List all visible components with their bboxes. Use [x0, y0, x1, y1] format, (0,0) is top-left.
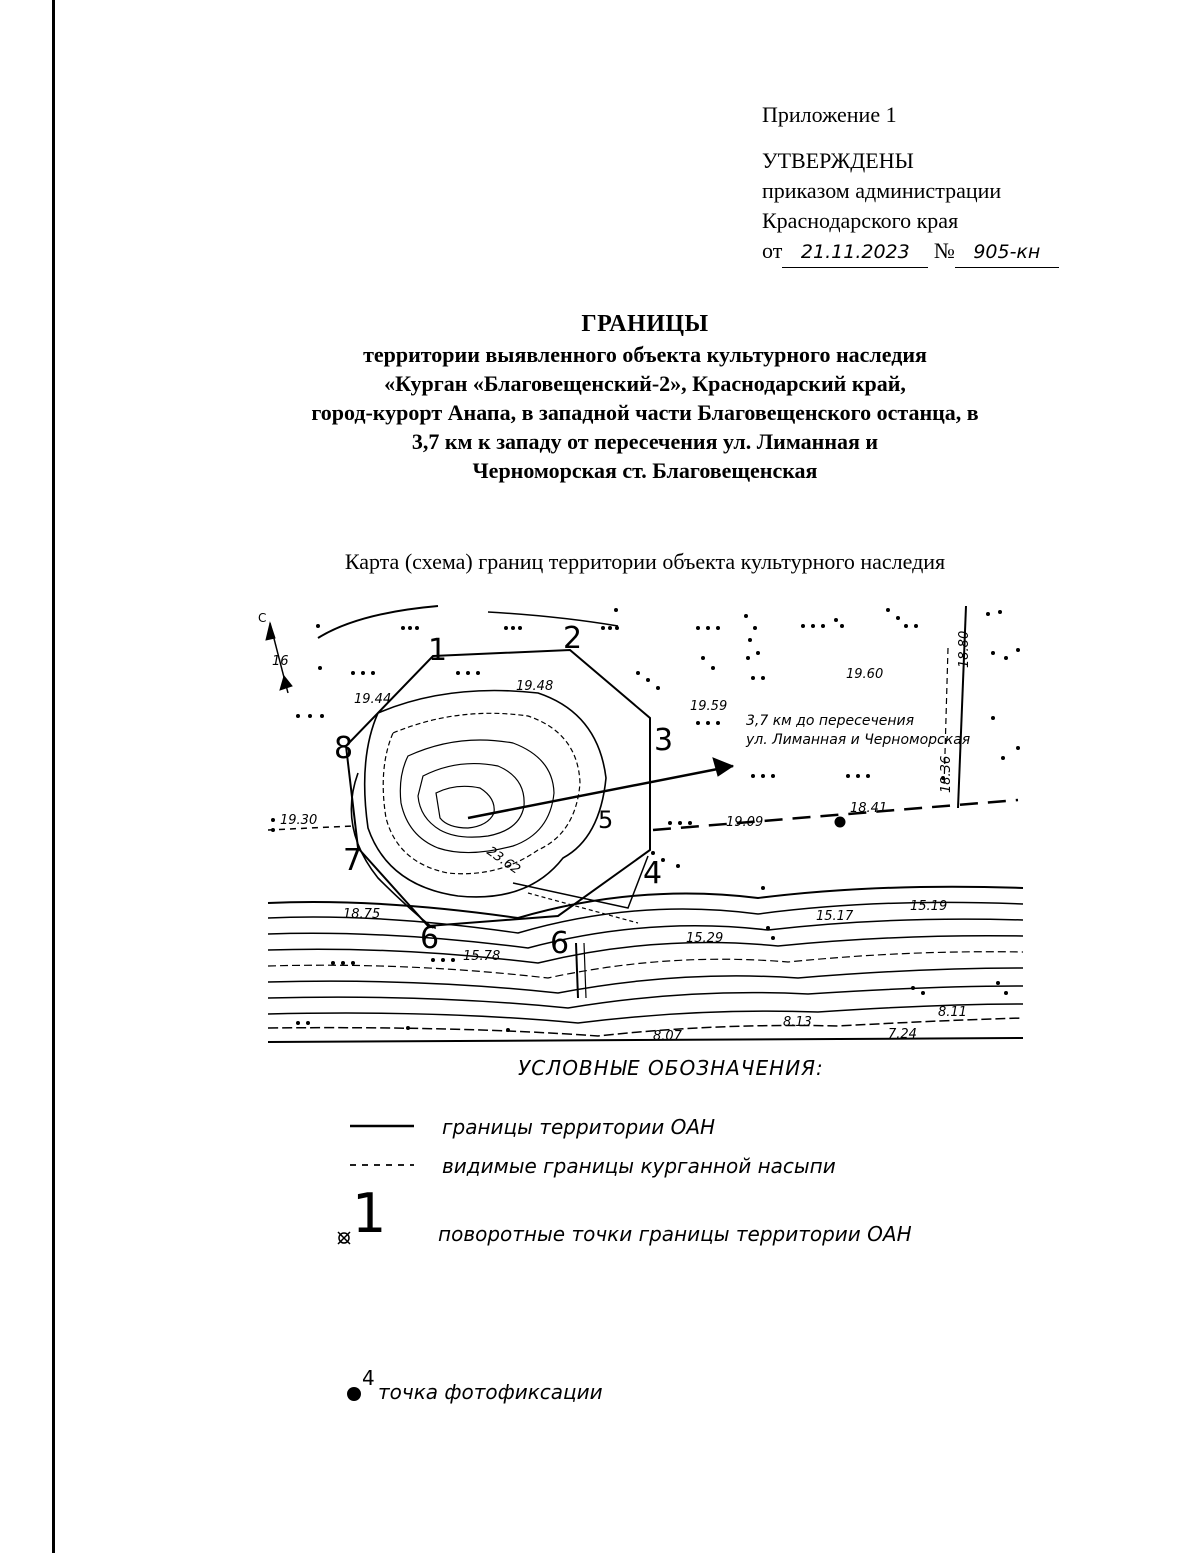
title-line-3: город-курорт Анапа, в западной части Благовещенского останца, в [311, 400, 979, 425]
approved-label: УТВЕРЖДЕНЫ [762, 148, 914, 173]
turn-point-4: 4 [643, 856, 663, 891]
turn-point-5: 5 [598, 806, 614, 834]
order-date-line [762, 236, 1059, 268]
map-caption: Карта (схема) границ территории объекта культурного наследия [344, 549, 946, 574]
legend-solid-line-icon [350, 1123, 414, 1129]
elev-18-80: 18.80 [957, 630, 972, 668]
turn-point-marker-icon [336, 1230, 352, 1246]
north-letter: С [258, 611, 267, 625]
legend-title: УСЛОВНЫЕ ОБОЗНАЧЕНИЯ: [518, 1056, 824, 1080]
elev-18-75: 18.75 [343, 907, 381, 922]
elev-19-48: 19.48 [516, 679, 554, 694]
elev-19-59: 19.59 [690, 699, 728, 714]
legend-boundary-label: границы территории ОАН [442, 1115, 716, 1139]
elev-19-44: 19.44 [354, 692, 392, 707]
elev-8-13: 8.13 [783, 1015, 812, 1030]
appendix-label: Приложение 1 [762, 102, 897, 127]
elev-15-19: 15.19 [910, 899, 948, 914]
legend-photo-label: точка фотофиксации [378, 1380, 603, 1404]
elev-19-30: 19.30 [280, 813, 318, 828]
direction-note-line2: ул. Лиманная и Черноморская [746, 732, 971, 748]
title-line-1: территории выявленного объекта культурного наследия [363, 342, 927, 367]
turn-point-7: 7 [343, 843, 363, 878]
left-margin-rule [52, 0, 55, 1553]
document-title [200, 308, 1090, 485]
legend-dashed-line-icon [350, 1162, 414, 1168]
elev-8-07: 8.07 [653, 1029, 682, 1044]
elev-23-62: 23.62 [483, 843, 523, 878]
title-heading: ГРАНИЦЫ [581, 311, 709, 337]
elev-15-29: 15.29 [686, 931, 724, 946]
turn-point-1: 1 [428, 633, 448, 668]
photo-point-dot-icon [346, 1386, 362, 1402]
elev-15-17: 15.17 [816, 909, 854, 924]
elev-7-24: 7.24 [888, 1027, 917, 1042]
elev-8-11: 8.11 [938, 1005, 967, 1020]
legend-photo-number: 4 [362, 1366, 375, 1390]
approval-stamp [762, 100, 1059, 268]
elev-15-78: 15.78 [463, 949, 501, 964]
elev-18-36: 18.36 [939, 755, 954, 793]
elev-16: 16 [272, 654, 289, 669]
legend-turn-point-number: 1 [352, 1182, 387, 1245]
turn-point-6b: 6 [420, 921, 440, 956]
number-prefix: № [933, 238, 955, 263]
direction-note-line1: 3,7 км до пересечения [746, 713, 915, 729]
date-prefix: от [762, 238, 783, 263]
elev-19-09: 19.09 [726, 815, 764, 830]
turn-point-3: 3 [654, 723, 674, 758]
approved-by-line1: приказом администрации [762, 178, 1002, 203]
legend-mound-label: видимые границы курганной насыпи [442, 1154, 836, 1178]
turn-point-8: 8 [334, 731, 354, 766]
approved-by-line2: Краснодарского края [762, 208, 959, 233]
elev-19-60: 19.60 [846, 667, 884, 682]
order-number: 905-кн [955, 237, 1059, 268]
turn-point-2: 2 [563, 621, 583, 656]
turn-point-6: 6 [550, 926, 570, 961]
title-line-4: 3,7 км к западу от пересечения ул. Лиманная и [411, 429, 879, 454]
elev-18-41: 18.41 [850, 801, 888, 816]
title-line-2: «Курган «Благовещенский-2», Краснодарский край, [384, 371, 906, 396]
order-date: 21.11.2023 [782, 237, 928, 268]
boundary-map [258, 598, 1028, 1050]
title-line-5: Черноморская ст. Благовещенская [472, 458, 818, 483]
legend-turn-points-label: поворотные точки границы территории ОАН [438, 1222, 912, 1246]
